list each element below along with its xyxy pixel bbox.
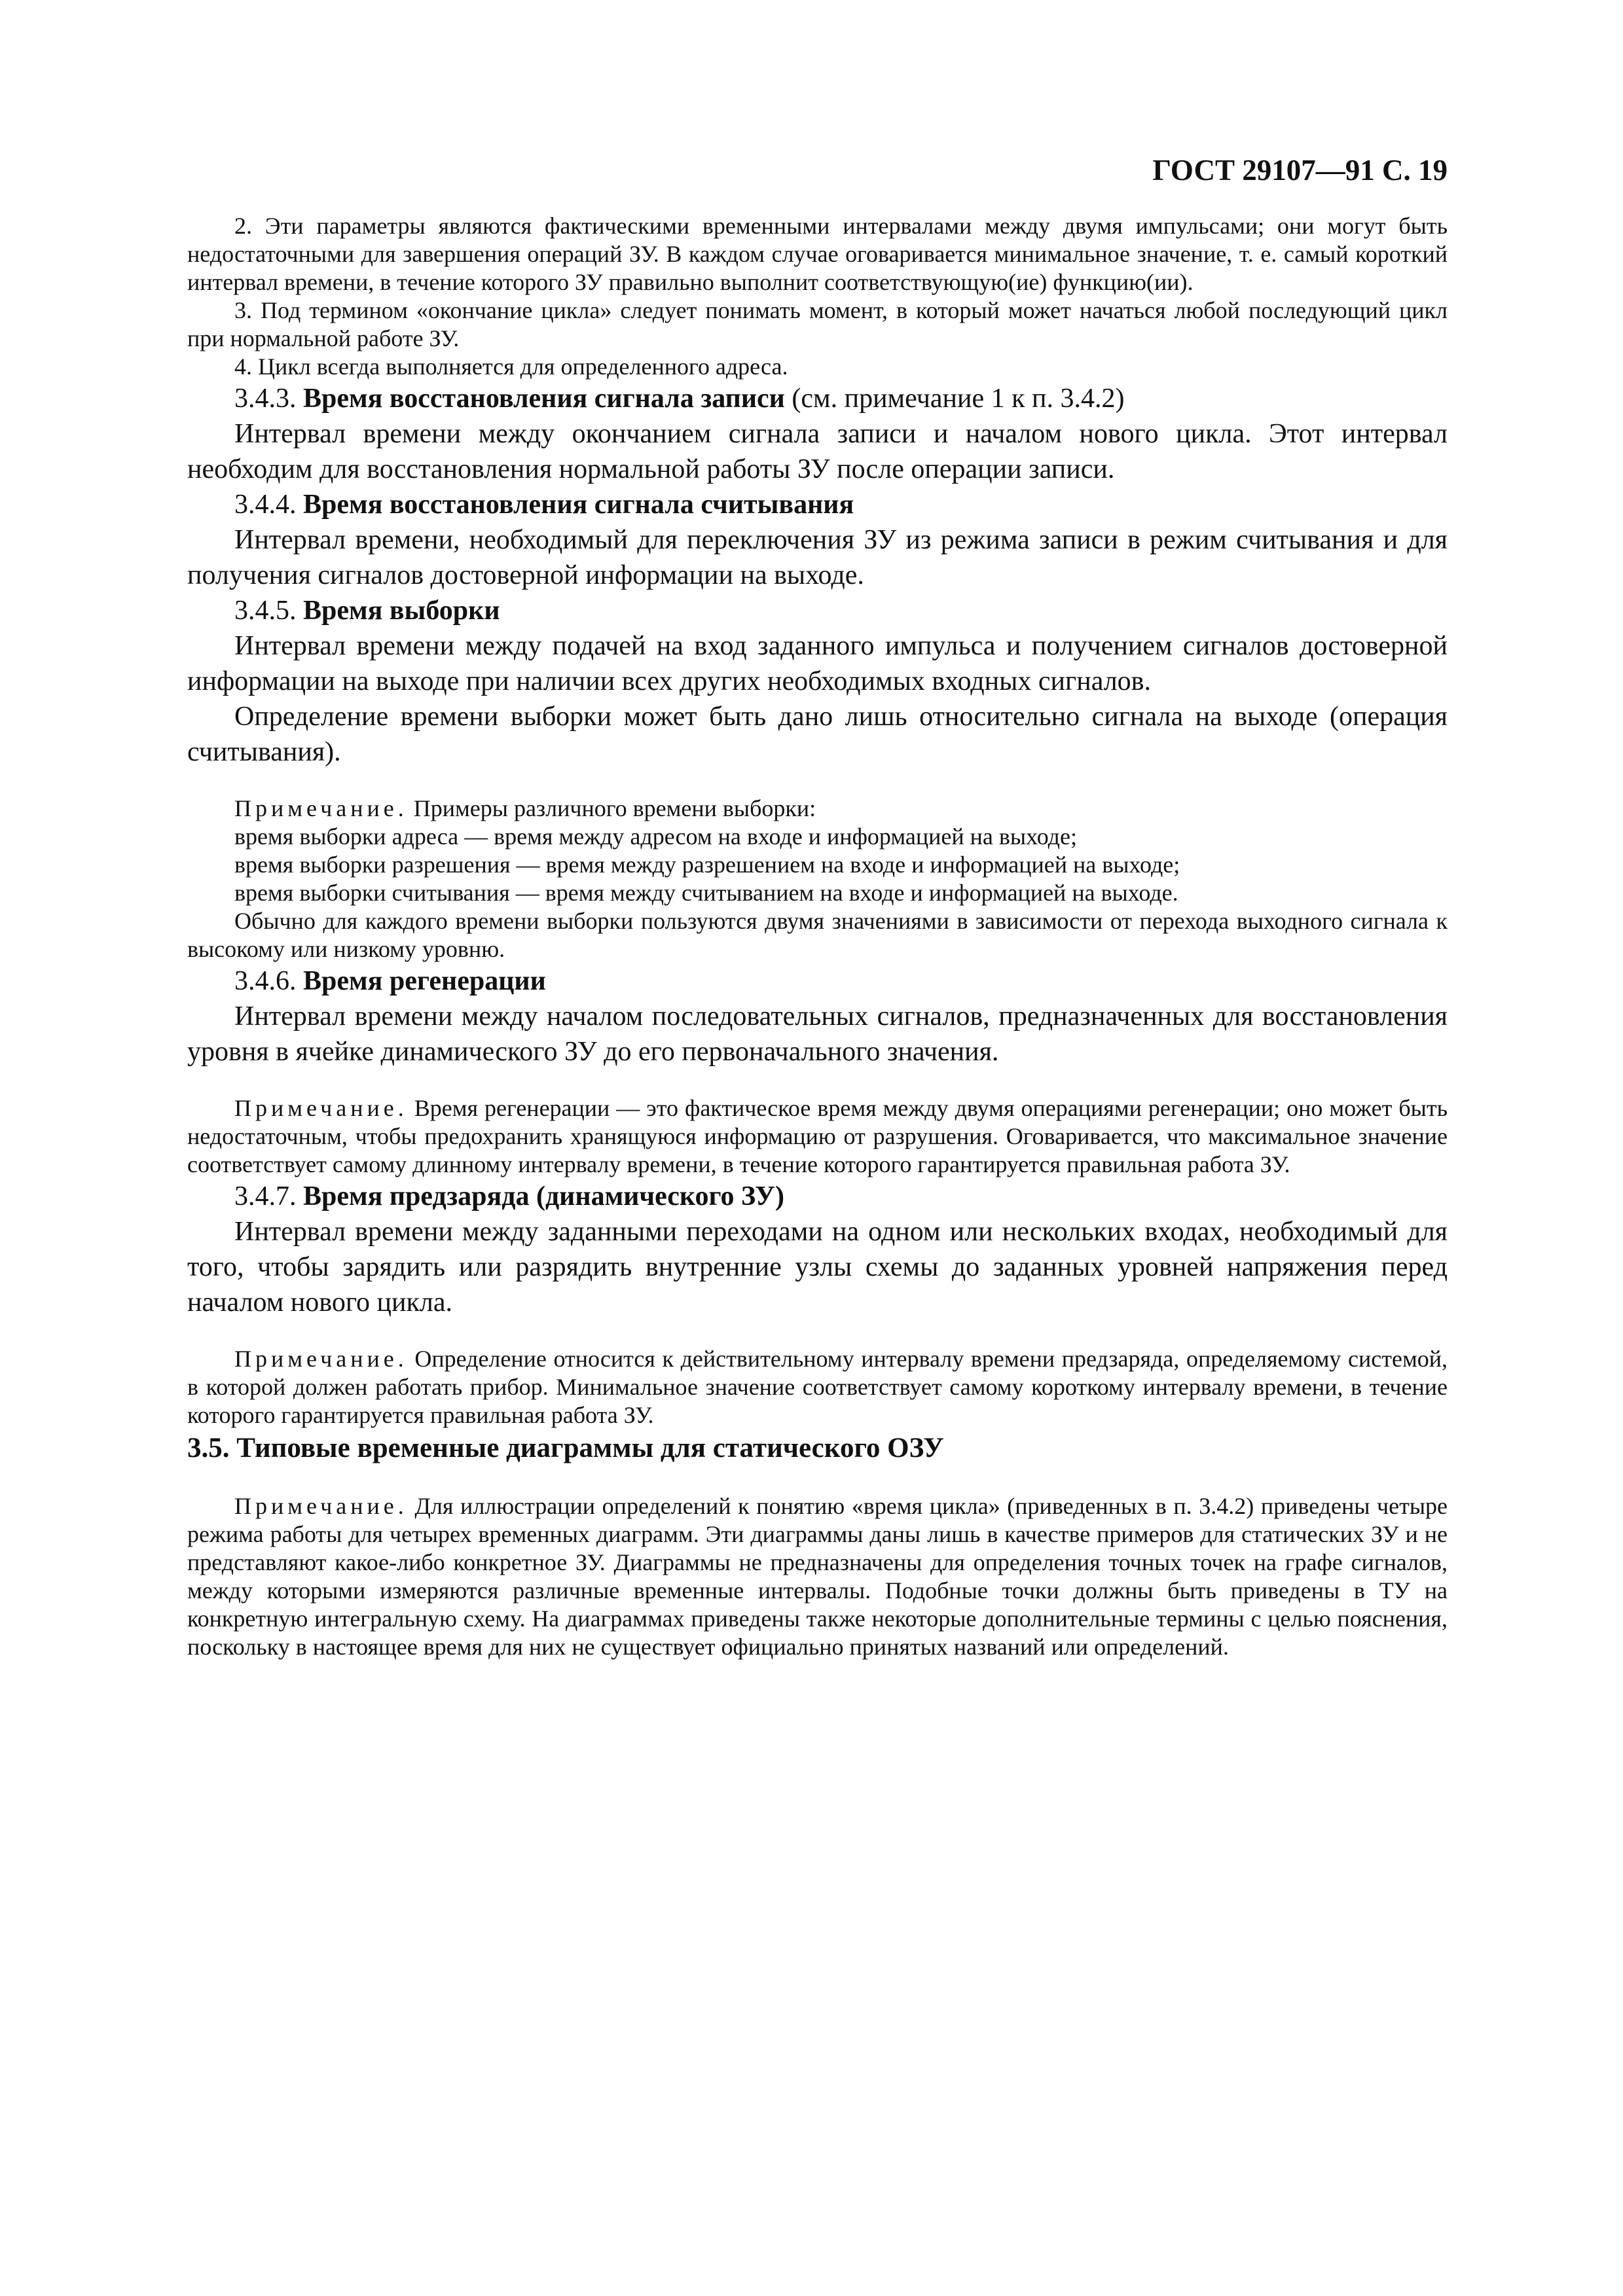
section-number: 3.4.3. <box>234 384 297 414</box>
section-number: 3.4.4. <box>234 490 297 520</box>
note-3-4-7 <box>187 1345 1448 1429</box>
section-aside: (см. примечание 1 к п. 3.4.2) <box>792 384 1125 414</box>
note-intro: Примеры различного времени выборки: <box>413 795 816 821</box>
note-text: Определение относится к действительному интервалу времени предзаряда, определяемому системой, в которой должен работать прибор. Минимальное значение соответствует самому короткому интервалу времени, в течение которого гарантируется правильная работа ЗУ. <box>187 1346 1448 1428</box>
section-text-3-4-5-b: Определение времени выборки может быть дано лишь относительно сигнала на выходе (операция считывания). <box>187 702 1448 767</box>
note-item-3: 3. Под термином «окончание цикла» следует понимать момент, в который может начаться любой последующий цикл при нормальной работе ЗУ. <box>187 297 1448 351</box>
note-3-5 <box>187 1492 1448 1661</box>
note-text: Для иллюстрации определений к понятию «время цикла» (приведенных в п. 3.4.2) приведены четыре режима работы для четырех временных диаграмм. Эти диаграммы даны лишь в качестве примеров для статических ЗУ и не представляют какое-либо конкретное ЗУ. Диаграммы не предназначены для определения точных точек на графе сигналов, между которыми измеряются различные временные интервалы. Подобные точки должны быть приведены в ТУ на конкретную интегральную схему. На диаграммах приведены также некоторые дополнительные термины с целью пояснения, поскольку в настоящее время для них не существует официально принятых названий или определений. <box>187 1493 1448 1660</box>
note-3-4-6 <box>187 1094 1448 1179</box>
section-heading-3-4-6 <box>187 963 1448 999</box>
note-line: время выборки адреса — время между адресом на входе и информацией на выходе; <box>234 823 1077 850</box>
note-label: Примечание. <box>234 1095 408 1121</box>
note-line: время выборки разрешения — время между разрешением на входе и информацией на выходе; <box>234 852 1180 878</box>
section-text-3-4-5-a: Интервал времени между подачей на вход заданного импульса и получением сигналов достоверной информации на выходе при наличии всех других необходимых входных сигналов. <box>187 631 1448 696</box>
section-title: Время восстановления сигнала считывания <box>303 490 854 520</box>
section-number: 3.4.5. <box>234 596 297 626</box>
note-item-2: 2. Эти параметры являются фактическими временными интервалами между двумя импульсами; они могут быть недостаточными для завершения операций ЗУ. В каждом случае оговаривается минимальное значение, т. е. самый короткий интервал времени, в течение которого ЗУ правильно выполнит соответствующую(ие) функцию(ии). <box>187 213 1448 295</box>
section-title: Время регенерации <box>303 966 546 996</box>
section-number: 3.4.6. <box>234 966 297 996</box>
note-line: время выборки считывания — время между считыванием на входе и информацией на выходе. <box>234 880 1178 906</box>
note-label: Примечание. <box>234 1346 408 1372</box>
section-heading-3-4-4 <box>187 487 1448 522</box>
section-number: 3.4.7. <box>234 1181 297 1211</box>
section-title: Время восстановления сигнала записи <box>303 384 785 414</box>
note-label: Примечание. <box>234 795 408 821</box>
note-3-4-5 <box>187 795 1448 823</box>
section-text-3-4-3: Интервал времени между окончанием сигнала записи и началом нового цикла. Этот интервал необходим для восстановления нормальной работы ЗУ после операции записи. <box>187 419 1448 484</box>
note-text: Время регенерации — это фактическое время между двумя операциями регенерации; оно может быть недостаточным, чтобы предохранить хранящуюся информацию от разрушения. Оговаривается, что максимальное значение соответствует самому длинному интервалу времени, в течение которого гарантируется правильная работа ЗУ. <box>187 1095 1448 1177</box>
note-item-4: 4. Цикл всегда выполняется для определенного адреса. <box>234 353 788 380</box>
page-header: ГОСТ 29107—91 С. 19 <box>1152 154 1448 187</box>
section-title: Время предзаряда (динамического ЗУ) <box>303 1181 784 1211</box>
note-line: Обычно для каждого времени выборки пользуются двумя значениями в зависимости от перехода выходного сигнала к высокому или низкому уровню. <box>187 908 1448 962</box>
document-page <box>187 151 1448 1661</box>
section-heading-3-4-5 <box>187 593 1448 628</box>
section-text-3-4-7: Интервал времени между заданными переходами на одном или нескольких входах, необходимый для того, чтобы зарядить или разрядить внутренние узлы схемы до заданных уровней напряжения перед началом нового цикла. <box>187 1217 1448 1318</box>
section-heading-3-4-7 <box>187 1179 1448 1214</box>
note-label: Примечание. <box>234 1493 408 1519</box>
section-title: Время выборки <box>303 596 500 626</box>
section-heading-3-5: 3.5. Типовые временные диаграммы для статического ОЗУ <box>187 1433 944 1463</box>
section-text-3-4-6: Интервал времени между началом последовательных сигналов, предназначенных для восстановления уровня в ячейке динамического ЗУ до его первоначального значения. <box>187 1001 1448 1067</box>
section-text-3-4-4: Интервал времени, необходимый для переключения ЗУ из режима записи в режим считывания и для получения сигналов достоверной информации на выходе. <box>187 525 1448 590</box>
section-heading-3-4-3 <box>187 381 1448 416</box>
